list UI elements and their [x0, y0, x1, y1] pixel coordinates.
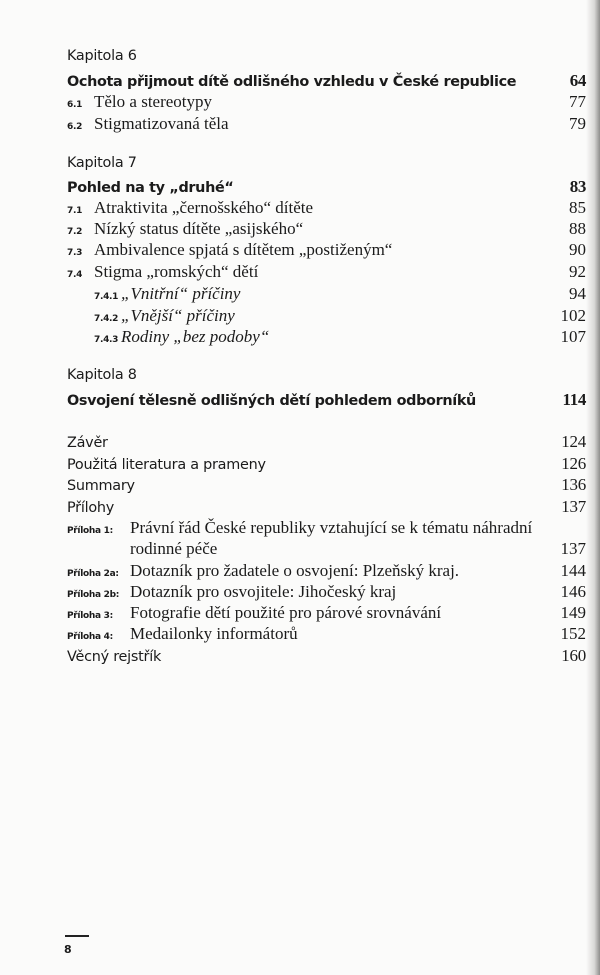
appendix-title: Dotazník pro osvojitele: Jihočeský kraj: [130, 582, 397, 601]
appendix-title: Fotografie dětí použité pro párové srovnávání: [130, 603, 442, 622]
page-number: 79: [569, 114, 586, 133]
appendix-row: [67, 603, 586, 623]
page-number: 83: [569, 177, 586, 196]
page-number: 136: [561, 475, 586, 494]
appendix-label: Příloha 2b:: [67, 590, 120, 600]
chapter-title: Pohled na ty „druhé“: [67, 180, 234, 196]
section-number: 7.4: [67, 270, 83, 280]
toc-subrow: [67, 327, 586, 347]
chapter-8-label-row: [67, 367, 586, 383]
appendix-title: Medailonky informátorů: [130, 624, 298, 643]
section-number: 6.1: [67, 100, 83, 110]
toc-row: [67, 114, 586, 134]
appendix-row: [67, 624, 586, 644]
page-number: 146: [560, 582, 586, 601]
section-title: Nízký status dítěte „asijského“: [94, 219, 304, 238]
backmatter-row: [67, 432, 586, 452]
page-number: 102: [560, 306, 586, 325]
chapter-7-label-row: [67, 155, 586, 171]
page-number: 152: [560, 624, 586, 643]
backmatter-title: Summary: [67, 478, 135, 494]
folio-page-number: 8: [64, 943, 72, 956]
appendix-label: Příloha 1:: [67, 526, 113, 536]
chapter-title: Osvojení tělesně odlišných dětí pohledem odborníků: [67, 393, 476, 409]
chapter-6-title-row: [67, 71, 586, 91]
subsection-title: Rodiny „bez podoby“: [121, 327, 270, 346]
section-number: 7.1: [67, 206, 83, 216]
page-number: 107: [560, 327, 586, 346]
subsection-number: 7.4.1: [94, 292, 119, 302]
page-number: 90: [569, 240, 586, 259]
toc-row: [67, 240, 586, 260]
appendix-label: Příloha 2a:: [67, 569, 119, 579]
backmatter-title: Závěr: [67, 435, 108, 451]
index-row: [67, 646, 586, 666]
page-number: 92: [569, 262, 586, 281]
toc-row: [67, 92, 586, 112]
appendix-row-continuation: [130, 539, 586, 559]
appendix-row: [67, 561, 586, 581]
appendix-label: Příloha 3:: [67, 611, 113, 621]
page-number: 124: [561, 432, 586, 451]
chapter-label: Kapitola 7: [67, 155, 137, 171]
section-title: Stigma „romských“ dětí: [94, 262, 259, 281]
toc-row: [67, 198, 586, 218]
section-title: Stigmatizovaná těla: [94, 114, 229, 133]
section-number: 6.2: [67, 122, 83, 132]
section-number: 7.2: [67, 227, 83, 237]
appendix-title: Dotazník pro žadatele o osvojení: Plzeňský kraj.: [130, 561, 460, 580]
chapter-label: Kapitola 6: [67, 48, 137, 64]
page-number: 88: [569, 219, 586, 238]
appendix-row: [67, 518, 586, 538]
chapter-7-title-row: [67, 177, 586, 197]
backmatter-row: [67, 497, 586, 517]
subsection-number: 7.4.2: [94, 314, 119, 324]
toc-subrow: [67, 306, 586, 326]
backmatter-title: Přílohy: [67, 500, 115, 516]
appendix-title-continuation: rodinné péče: [130, 539, 218, 558]
page-number: 160: [561, 646, 586, 665]
page-number: 77: [569, 92, 586, 111]
chapter-8-title-row: [67, 390, 586, 410]
section-title: Ambivalence spjatá s dítětem „postiženým“: [94, 240, 393, 259]
appendix-row: [67, 582, 586, 602]
footer-rule: [65, 935, 89, 937]
page-number: 114: [562, 390, 586, 409]
index-title: Věcný rejstřík: [67, 649, 162, 665]
chapter-label: Kapitola 8: [67, 367, 137, 383]
page-number: 85: [569, 198, 586, 217]
page-number: 137: [561, 497, 586, 516]
appendix-label: Příloha 4:: [67, 632, 113, 642]
chapter-title: Ochota přijmout dítě odlišného vzhledu v České republice: [67, 74, 517, 90]
page-number: 126: [561, 454, 586, 473]
page-number: 64: [569, 71, 586, 90]
toc-row: [67, 262, 586, 282]
page-number: 137: [560, 539, 586, 558]
chapter-6-label-row: [67, 48, 586, 64]
section-title: Tělo a stereotypy: [94, 92, 213, 111]
section-title: Atraktivita „černošského“ dítěte: [94, 198, 314, 217]
backmatter-row: [67, 454, 586, 474]
page-number: 149: [560, 603, 586, 622]
subsection-title: „Vnější“ příčiny: [121, 306, 235, 325]
subsection-title: „Vnitřní“ příčiny: [121, 284, 241, 303]
page-number: 94: [569, 284, 586, 303]
page-number: 144: [560, 561, 586, 580]
appendix-title: Právní řád České republiky vztahující se k tématu náhradní: [130, 518, 533, 537]
page-edge-shadow: [586, 0, 600, 975]
backmatter-title: Použitá literatura a prameny: [67, 457, 266, 473]
toc-row: [67, 219, 586, 239]
toc-subrow: [67, 284, 586, 304]
section-number: 7.3: [67, 248, 83, 258]
subsection-number: 7.4.3: [94, 335, 119, 345]
backmatter-row: [67, 475, 586, 495]
